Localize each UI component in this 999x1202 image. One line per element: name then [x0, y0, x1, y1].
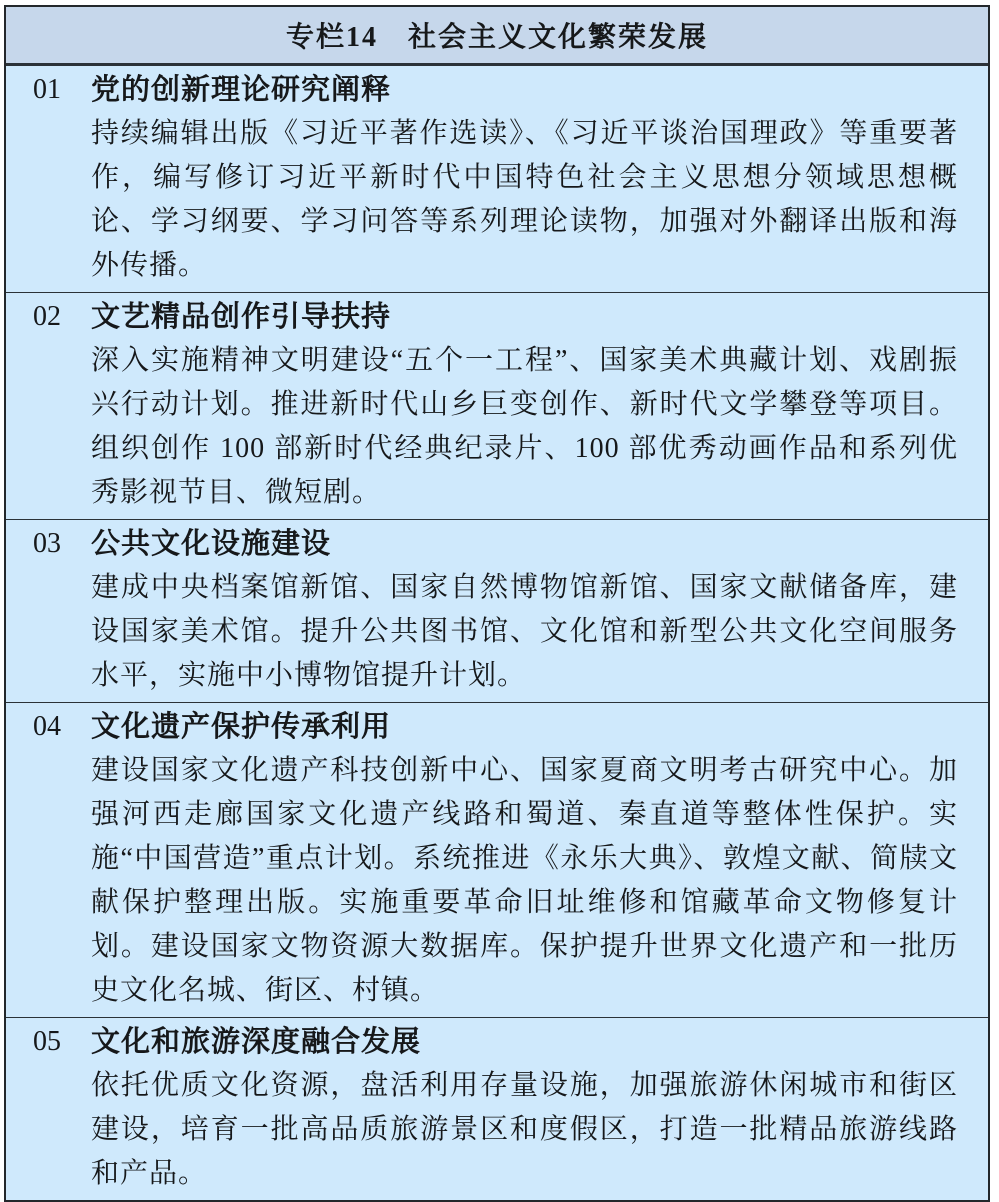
section-05 — [6, 1017, 988, 1200]
section-content — [91, 705, 958, 1013]
section-paragraph: 持续编辑出版《习近平著作选读》、《习近平谈治国理政》等重要著作，编写修订习近平新时代中国特色社会主义思想分领域思想概论、学习纲要、学习问答等系列理论读物，加强对外翻译出版和海外传播。 — [91, 118, 958, 281]
section-02 — [6, 292, 988, 519]
section-number: 05 — [33, 1026, 61, 1057]
section-04 — [6, 702, 988, 1017]
section-number: 02 — [33, 301, 61, 332]
section-content — [91, 68, 958, 288]
section-paragraph: 深入实施精神文明建设“五个一工程”、国家美术典藏计划、戏剧振兴行动计划。推进新时代山乡巨变创作、新时代文学攀登等项目。组织创作 100 部新时代经典纪录片、100 部优秀动画作品和系列优秀影视节目、微短剧。 — [91, 345, 958, 508]
section-content — [91, 1020, 958, 1196]
section-number: 01 — [33, 74, 61, 105]
section-content — [91, 522, 958, 698]
column-box — [4, 5, 990, 1202]
section-number: 04 — [33, 711, 61, 742]
section-03 — [6, 519, 988, 702]
section-heading: 文化遗产保护传承利用 — [91, 711, 392, 743]
section-heading: 文化和旅游深度融合发展 — [91, 1026, 422, 1058]
section-01 — [6, 66, 988, 292]
section-number: 03 — [33, 528, 61, 559]
section-heading: 文艺精品创作引导扶持 — [91, 301, 392, 333]
section-paragraph: 建设国家文化遗产科技创新中心、国家夏商文明考古研究中心。加强河西走廊国家文化遗产线路和蜀道、秦直道等整体性保护。实施“中国营造”重点计划。系统推进《永乐大典》、敦煌文献、简牍文献保护整理出版。实施重要革命旧址维修和馆藏革命文物修复计划。建设国家文物资源大数据库。保护提升世界文化遗产和一批历史文化名城、街区、村镇。 — [91, 755, 958, 1006]
section-paragraph: 依托优质文化资源，盘活利用存量设施，加强旅游休闲城市和街区建设，培育一批高品质旅游景区和度假区，打造一批精品旅游线路和产品。 — [91, 1070, 958, 1189]
section-heading: 党的创新理论研究阐释 — [91, 74, 392, 106]
column-box-title: 专栏14 社会主义文化繁荣发展 — [285, 22, 708, 53]
column-box-header — [6, 7, 988, 66]
section-content — [91, 295, 958, 515]
section-heading: 公共文化设施建设 — [91, 528, 332, 560]
section-paragraph: 建成中央档案馆新馆、国家自然博物馆新馆、国家文献储备库，建设国家美术馆。提升公共图书馆、文化馆和新型公共文化空间服务水平，实施中小博物馆提升计划。 — [91, 572, 958, 691]
column-box-body — [6, 66, 988, 1200]
